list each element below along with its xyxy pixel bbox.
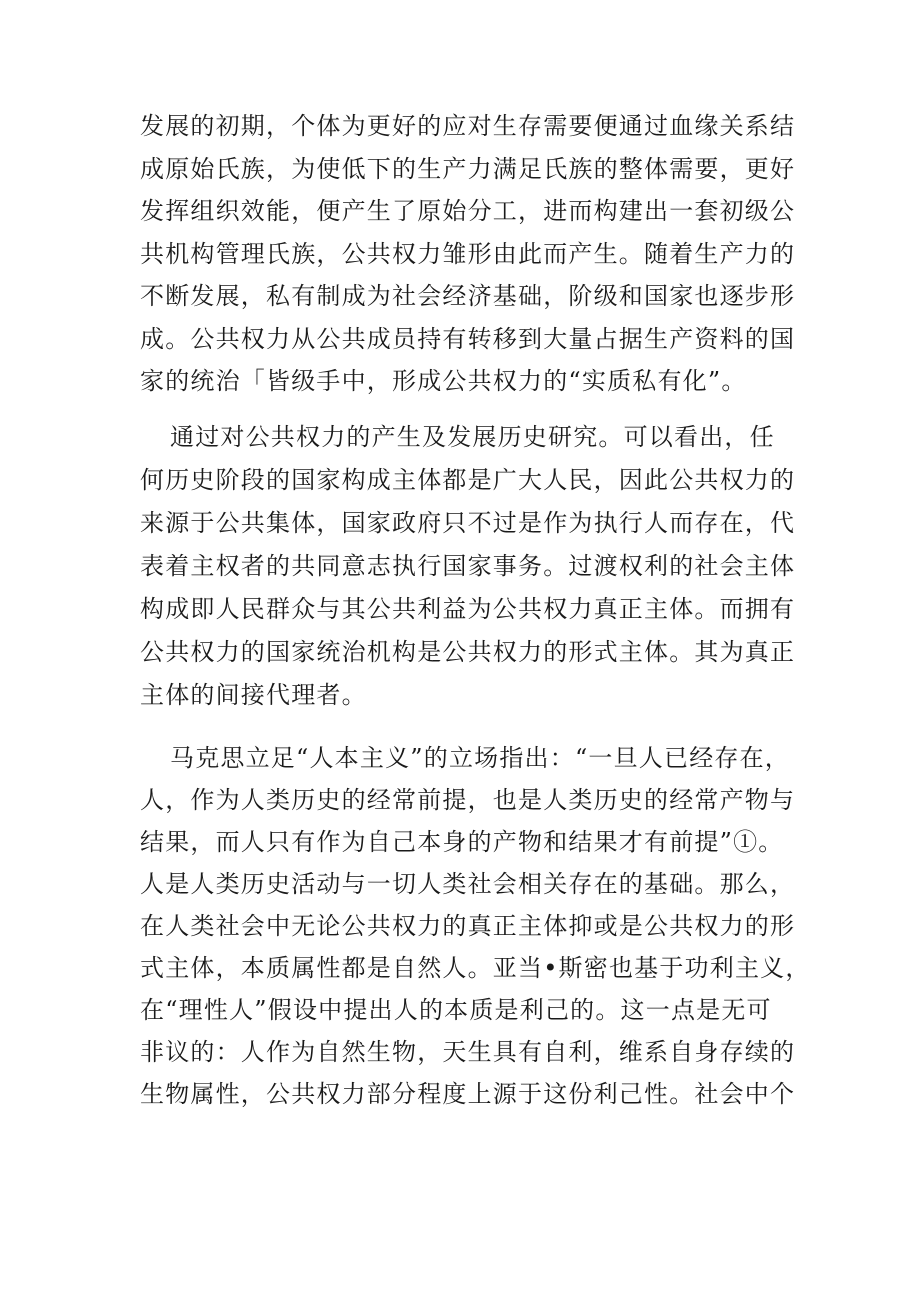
text-line: 通过对公共权力的产生及发展历史研究。可以看出，任 bbox=[170, 423, 775, 451]
text-line: 非议的：人作为自然生物，天生具有自利，维系自身存续的 bbox=[140, 1038, 796, 1066]
text-line: 式主体，本质属性都是自然人。亚当•斯密也基于功利主义， bbox=[140, 954, 811, 982]
text-line: 不断发展，私有制成为社会经济基础，阶级和国家也逐步形 bbox=[140, 282, 796, 310]
text-line: 在“理性人”假设中提出人的本质是利己的。这一点是无可 bbox=[140, 996, 772, 1024]
text-line: 主体的间接代理者。 bbox=[140, 681, 367, 709]
text-line: 表着主权者的共同意志执行国家事务。过渡权利的社会主体 bbox=[140, 552, 796, 580]
text-line: 家的统治「皆级手中，形成公共权力的“实质私有化”。 bbox=[140, 367, 747, 395]
text-line: 成。公共权力从公共成员持有转移到大量占据生产资料的国 bbox=[140, 325, 796, 353]
text-line: 何历史阶段的国家构成主体都是广大人民，因此公共权力的 bbox=[140, 466, 796, 494]
text-line: 构成即人民群众与其公共利益为公共权力真正主体。而拥有 bbox=[140, 595, 796, 623]
text-line: 马克思立足“人本主义”的立场指出：“一旦人已经存在， bbox=[170, 744, 791, 772]
text-line: 生物属性，公共权力部分程度上源于这份利己性。社会中个 bbox=[140, 1080, 796, 1108]
text-line: 人，作为人类历史的经常前提，也是人类历史的经常产物与 bbox=[140, 786, 796, 814]
text-line: 发展的初期，个体为更好的应对生存需要便通过血缘关系结 bbox=[140, 112, 796, 140]
text-line: 发挥组织效能，便产生了原始分工，进而构建出一套初级公 bbox=[140, 197, 796, 225]
text-line: 结果，而人只有作为自己本身的产物和结果才有前提”①。 bbox=[140, 828, 784, 856]
text-line: 在人类社会中无论公共权力的真正主体抑或是公共权力的形 bbox=[140, 912, 796, 940]
text-line: 公共权力的国家统治机构是公共权力的形式主体。其为真正 bbox=[140, 638, 796, 666]
text-line: 共机构管理氏族，公共权力雏形由此而产生。随着生产力的 bbox=[140, 240, 796, 268]
text-line: 成原始氏族，为使低下的生产力满足氏族的整体需要，更好 bbox=[140, 155, 796, 183]
text-line: 人是人类历史活动与一切人类社会相关存在的基础。那么， bbox=[140, 870, 796, 898]
text-line: 来源于公共集体，国家政府只不过是作为执行人而存在，代 bbox=[140, 509, 796, 537]
